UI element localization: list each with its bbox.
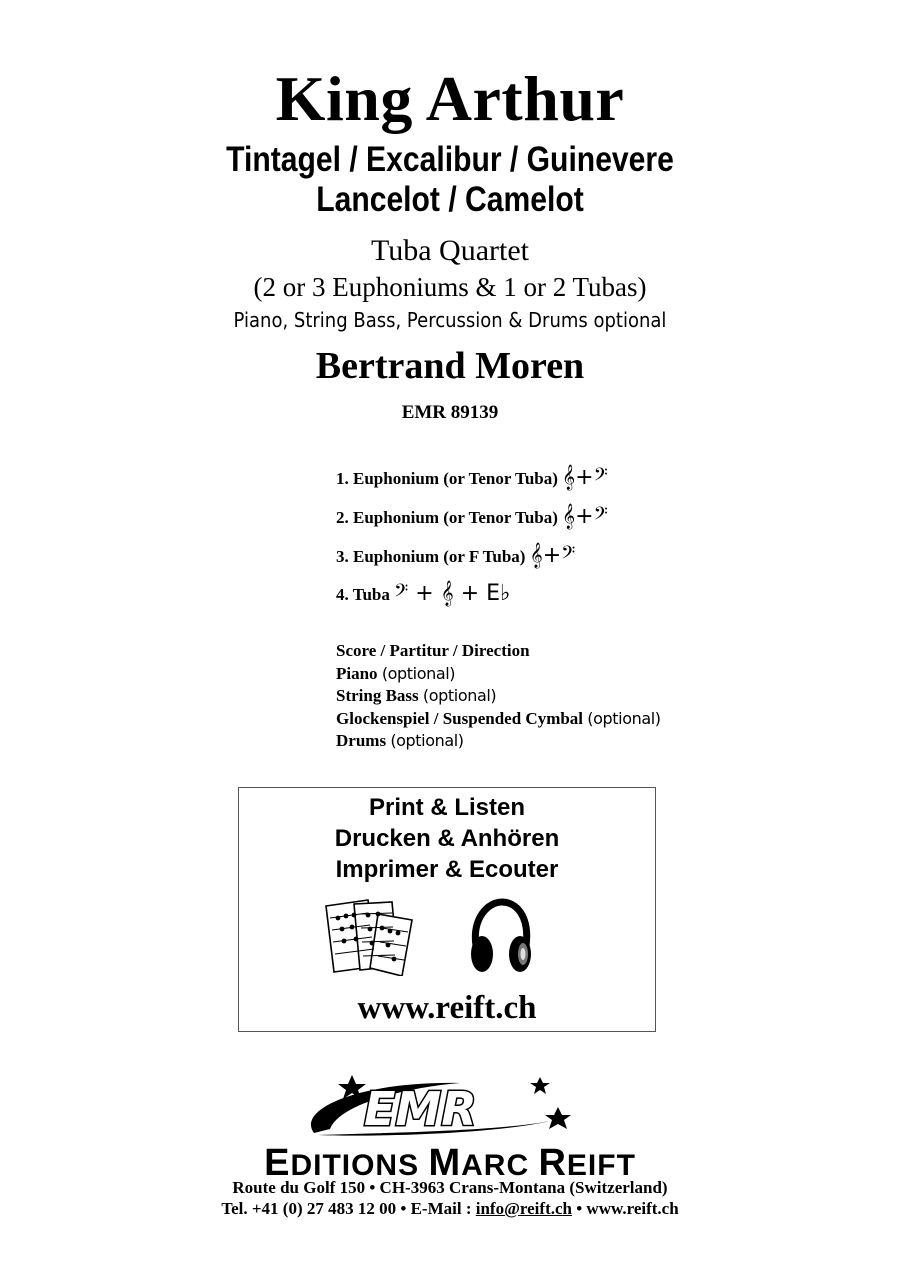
web-link[interactable]: • www.reift.ch	[571, 1199, 679, 1218]
subtitle-line-2: Lancelot / Camelot	[316, 180, 584, 219]
catalog-number: EMR 89139	[401, 402, 499, 423]
extra-name: Piano	[336, 663, 378, 683]
part-label: 3. Euphonium (or F Tuba)	[336, 547, 526, 566]
extra-item	[336, 708, 836, 731]
extra-item	[336, 730, 836, 753]
logo-text: EMR	[364, 1082, 477, 1136]
subtitle-line-1: Tintagel / Excalibur / Guinevere	[226, 140, 674, 179]
extra-note: (optional)	[587, 708, 661, 728]
ensemble-title: Tuba Quartet	[370, 234, 530, 267]
extra-item	[336, 640, 836, 663]
ensemble-detail: (2 or 3 Euphoniums & 1 or 2 Tubas)	[253, 272, 647, 302]
promo-line-2: Drucken & Anhören	[334, 825, 560, 852]
contact-phone: Tel. +41 (0) 27 483 12 00 • E-Mail :	[221, 1199, 476, 1218]
emr-logo	[300, 1073, 580, 1139]
clef-icon: 𝄞+𝄢	[562, 465, 608, 490]
part-item	[336, 504, 608, 529]
extras-list	[336, 640, 836, 753]
extra-name: Score / Partitur / Direction	[336, 641, 530, 660]
extra-note: (optional)	[381, 663, 456, 683]
sheet-music-icon	[312, 896, 422, 976]
composer-name: Bertrand Moren	[315, 345, 585, 387]
extra-name: Glockenspiel / Suspended Cymbal	[336, 708, 584, 728]
part-item	[336, 543, 575, 568]
publisher-address: Route du Golf 150 • CH-3963 Crans-Montana (Switzerland)	[232, 1178, 668, 1197]
clef-icon: 𝄞+𝄢	[562, 504, 608, 529]
part-label: 1. Euphonium (or Tenor Tuba)	[336, 469, 558, 488]
extra-note: (optional)	[390, 731, 464, 750]
clef-icon: 𝄞+𝄢	[529, 543, 576, 568]
publisher-name-part: ARC	[461, 1149, 539, 1182]
publisher-name-part: DITIONS	[290, 1149, 429, 1182]
promo-url[interactable]: www.reift.ch	[357, 990, 537, 1026]
extra-note: (optional)	[422, 686, 497, 705]
part-label: 4. Tuba	[336, 585, 390, 604]
extra-name: Drums	[336, 731, 387, 750]
promo-line-1: Print & Listen	[368, 794, 525, 821]
part-item	[336, 465, 608, 490]
publisher-contact	[0, 1199, 900, 1219]
extra-name: String Bass	[336, 686, 419, 705]
extra-item	[336, 685, 836, 708]
publisher-name-part: M	[428, 1142, 462, 1184]
headphones-icon	[466, 898, 536, 978]
email-link[interactable]: info@reift.ch	[475, 1199, 572, 1218]
part-item	[336, 581, 510, 606]
promo-line-3: Imprimer & Ecouter	[335, 856, 559, 883]
optional-instruments: Piano, String Bass, Percussion & Drums optional	[233, 308, 667, 332]
extra-item	[336, 663, 836, 686]
publisher-name-part: R	[538, 1142, 567, 1184]
publisher-name-part: EIFT	[566, 1149, 636, 1182]
page-title: King Arthur	[275, 63, 625, 134]
clef-icon: 𝄢 + 𝄞 + E♭	[394, 581, 511, 606]
print-listen-box	[238, 787, 656, 1032]
part-label: 2. Euphonium (or Tenor Tuba)	[336, 508, 558, 527]
publisher-name-part: E	[264, 1142, 291, 1184]
